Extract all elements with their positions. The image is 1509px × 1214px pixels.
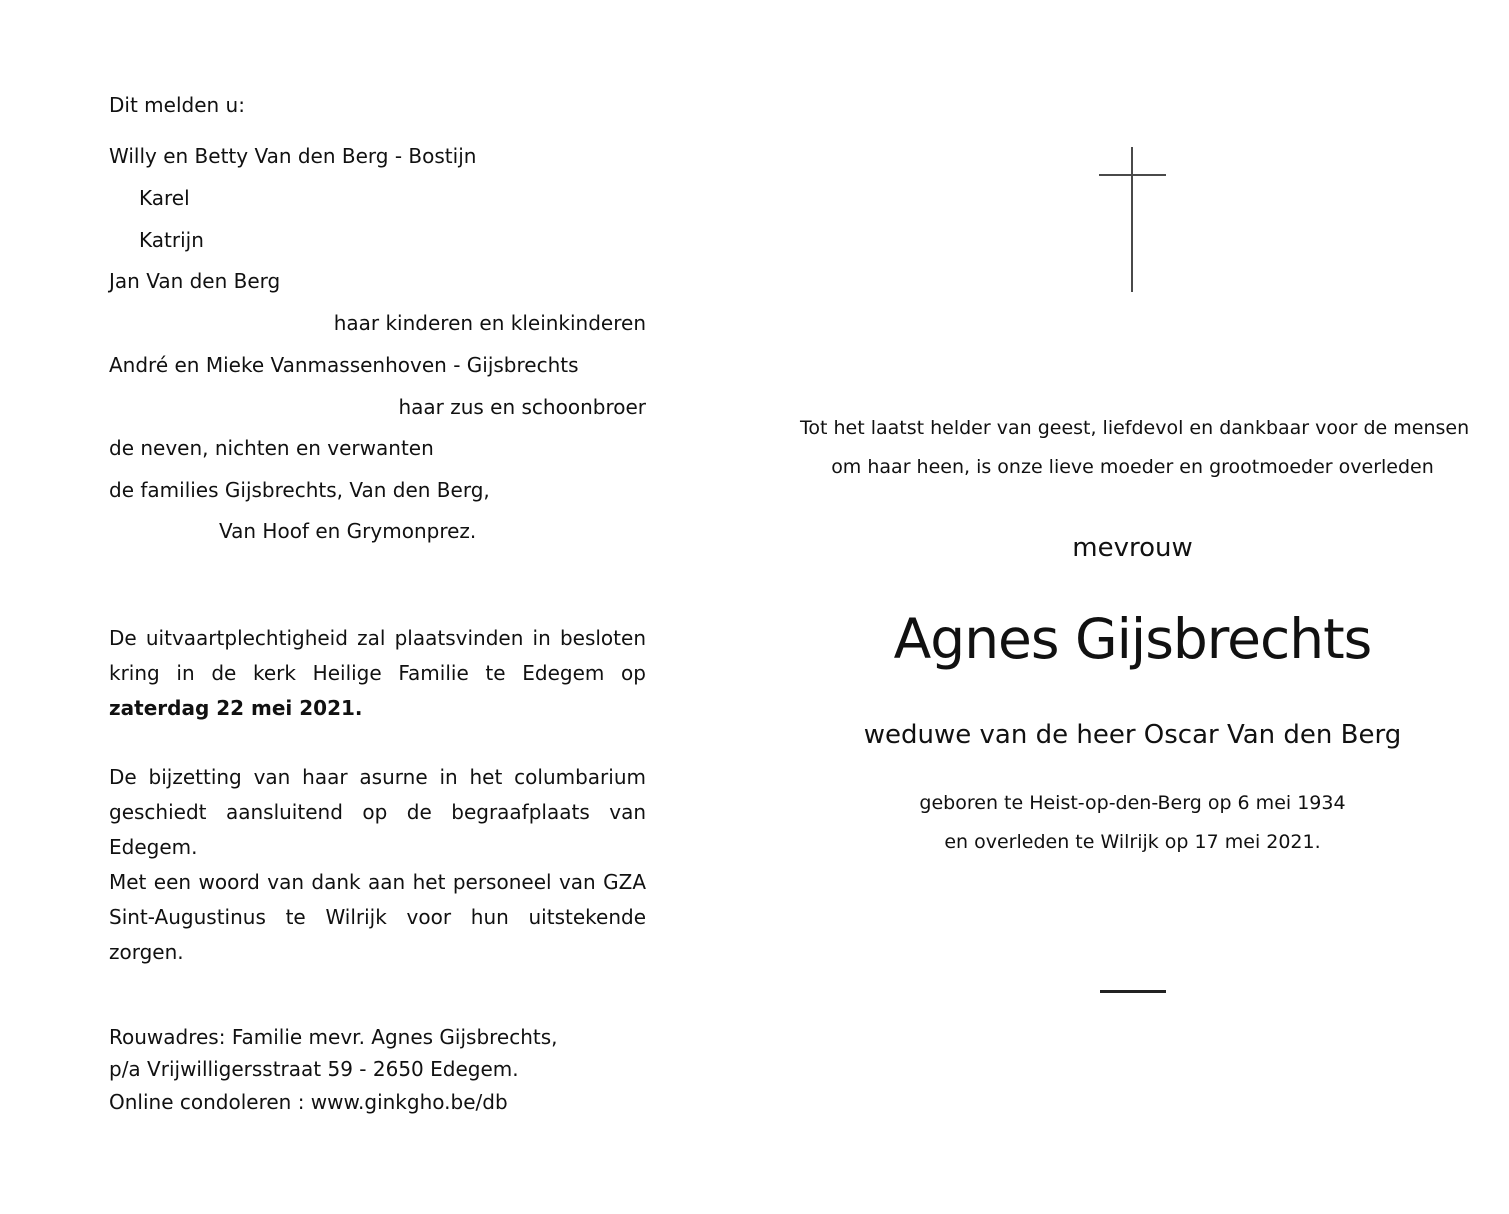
- family-line-andre-mieke: André en Mieke Vanmassenhoven - Gijsbrechts: [109, 353, 579, 377]
- thanks-paragraph: Met een woord van dank aan het personeel van GZA Sint-Augustinus te Wilrijk voor hun uitstekende zorgen.: [109, 870, 646, 964]
- death-line: en overleden te Wilrijk op 17 mei 2021.: [944, 831, 1321, 853]
- ceremony-date: zaterdag 22 mei 2021.: [109, 696, 363, 720]
- quote-line-1: Tot het laatst helder van geest, liefdevol en dankbaar voor de mensen: [800, 417, 1470, 439]
- family-line-jan: Jan Van den Berg: [109, 269, 281, 293]
- ceremony-paragraph: [109, 621, 646, 726]
- birth-line: geboren te Heist-op-den-Berg op 6 mei 1934: [919, 792, 1346, 814]
- family-line-willy-betty: Willy en Betty Van den Berg - Bostijn: [109, 144, 477, 168]
- burial-paragraph: De bijzetting van haar asurne in het columbarium geschiedt aansluitend op de begraafplaats van Edegem.: [109, 765, 646, 859]
- closing-divider: [1100, 990, 1166, 993]
- address-line-2: p/a Vrijwilligersstraat 59 - 2650 Edegem.: [109, 1057, 519, 1081]
- family-line-karel: Karel: [139, 186, 190, 210]
- widow-of-line: weduwe van de heer Oscar Van den Berg: [863, 720, 1402, 750]
- salutation: mevrouw: [1072, 533, 1193, 563]
- family-line-families: de families Gijsbrechts, Van den Berg,: [109, 478, 490, 502]
- quote-line-2: om haar heen, is onze lieve moeder en grootmoeder overleden: [831, 456, 1434, 478]
- relation-sister: haar zus en schoonbroer: [398, 395, 646, 419]
- cross-icon-horizontal: [1099, 174, 1166, 176]
- family-line-katrijn: Katrijn: [139, 228, 204, 252]
- family-line-families-cont: Van Hoof en Grymonprez.: [219, 519, 477, 543]
- address-line-1: Rouwadres: Familie mevr. Agnes Gijsbrechts,: [109, 1025, 558, 1049]
- intro-line: Dit melden u:: [109, 93, 245, 117]
- online-condolence-line: Online condoleren : www.ginkgho.be/db: [109, 1090, 508, 1114]
- deceased-name: Agnes Gijsbrechts: [893, 607, 1372, 671]
- ceremony-text: De uitvaartplechtigheid zal plaatsvinden in besloten kring in de kerk Heilige Familie te Edegem op: [109, 626, 646, 685]
- relation-children: haar kinderen en kleinkinderen: [333, 311, 646, 335]
- family-line-relatives: de neven, nichten en verwanten: [109, 436, 434, 460]
- cross-icon-vertical: [1131, 147, 1133, 292]
